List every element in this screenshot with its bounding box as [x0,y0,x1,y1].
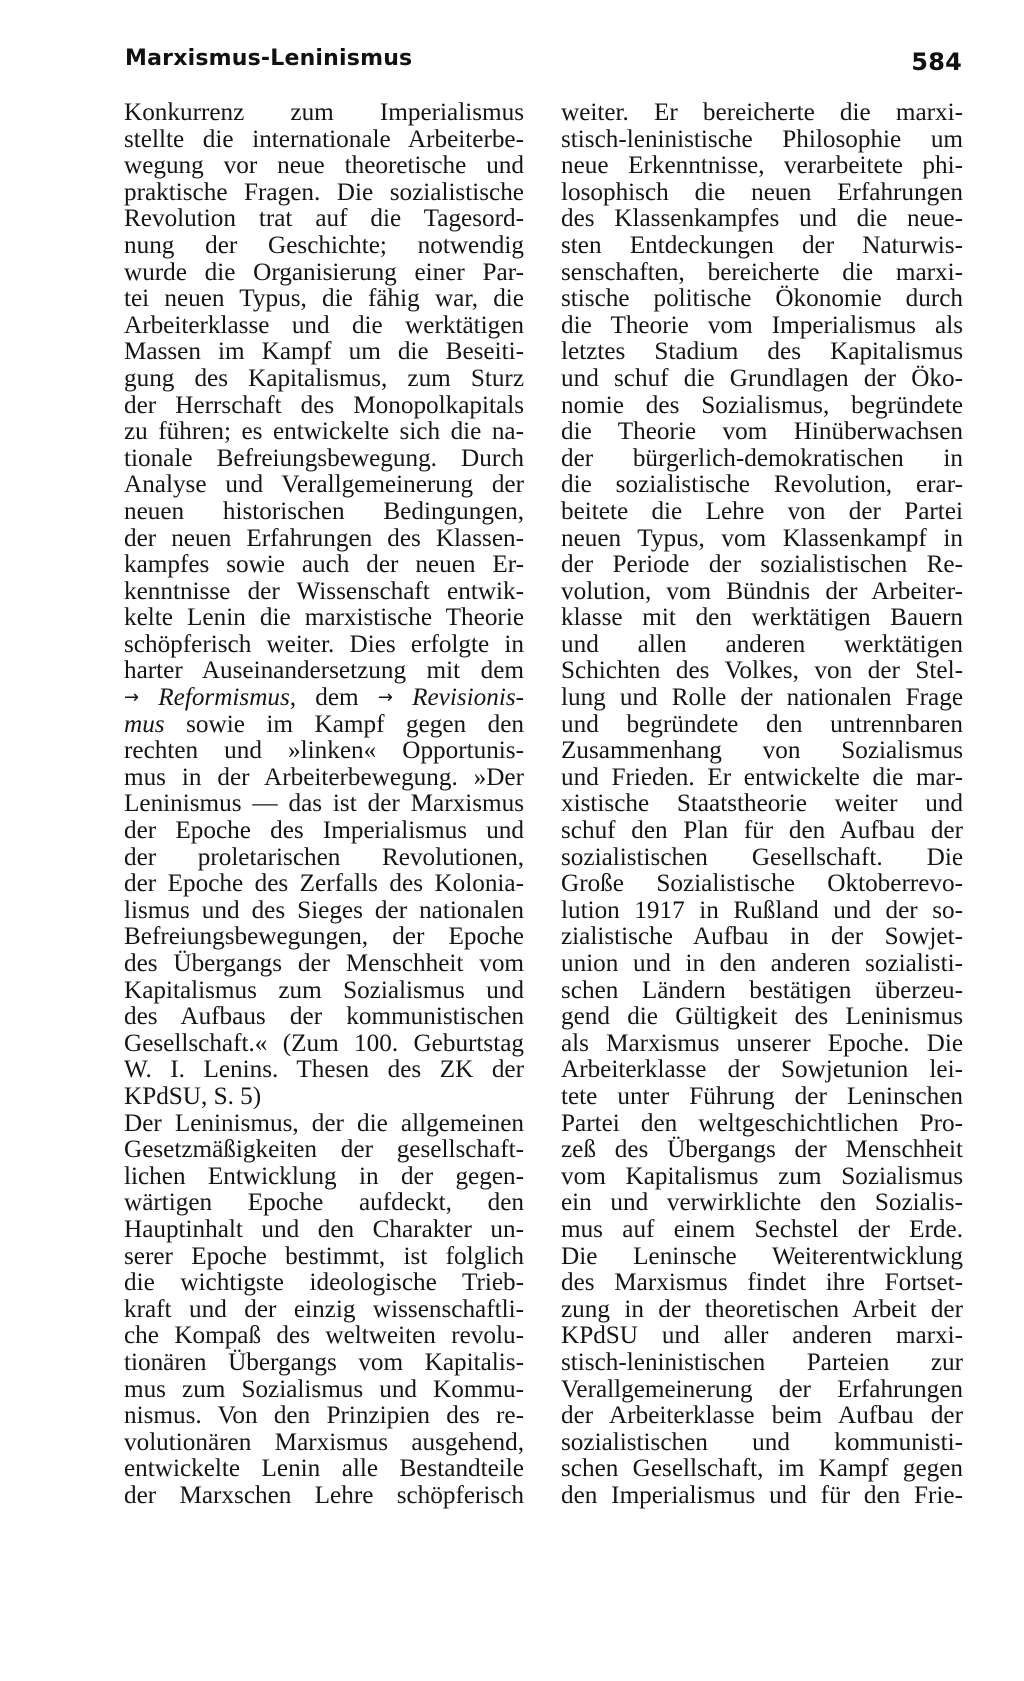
text-line: entwickelte Lenin alle Bestandteile [124,1455,524,1483]
text-line: weiter. Er bereicherte die marxi- [561,99,963,126]
text-line: losophisch die neuen Erfahrungen [561,178,963,206]
text-line: letztes Stadium des Kapitalismus [561,338,963,366]
inline-text: sowie im Kampf gegen den [186,710,525,738]
text-line: union und in den anderen sozialisti- [561,950,963,977]
text-line: KPdSU, S. 5) [124,1082,262,1110]
text-line: gend die Gültigkeit des Leninismus [561,1003,963,1031]
text-line: als Marxismus unserer Epoche. Die [561,1029,963,1057]
text-line: Analyse und Verallgemeinerung der [124,471,524,499]
text-line: tionären Übergangs vom Kapitalis- [124,1348,524,1376]
text-line: volutionären Marxismus ausgehend, [124,1428,524,1456]
text-line: sozialistischen und kommunisti- [561,1428,963,1456]
text-line: der Epoche des Zerfalls des Kolonia- [124,870,524,898]
text-line: kelte Lenin die marxistische Theorie [124,604,524,632]
cross-reference: Reformismus, [158,684,297,712]
text-line: volution, vom Bündnis der Arbeiter- [561,577,963,605]
text-line: des Übergangs der Menschheit vom [124,950,524,977]
page-number: 584 [911,48,962,76]
text-line: W. I. Lenins. Thesen des ZK der [124,1056,524,1084]
text-line: des Klassenkampfes und die neue- [561,205,963,233]
text-line: die wichtigste ideologische Trieb- [124,1269,524,1297]
text-line: nomie des Sozialismus, begründete [561,391,963,419]
text-line: wärtigen Epoche aufdeckt, den [124,1189,524,1217]
text-line: Konkurrenz zum Imperialismus [124,99,524,126]
cross-reference-arrow-icon: → [377,687,393,709]
text-line: die Theorie vom Imperialismus als [561,311,963,339]
text-line: sozialistischen Gesellschaft. Die [561,843,963,871]
text-line: senschaften, bereicherte die marxi- [561,258,963,286]
text-line: neuen Typus, vom Klassenkampf in [561,524,963,552]
text-line: Der Leninismus, der die allgemeinen [124,1109,524,1137]
text-line: neue Erkenntnisse, verarbeitete phi- [561,152,963,180]
text-line: schöpferisch weiter. Dies erfolgte in [124,630,524,658]
running-head [125,46,962,80]
text-line: Massen im Kampf um die Beseiti- [124,338,524,366]
text-line: nung der Geschichte; notwendig [124,231,524,259]
text-line: lung und Rolle der nationalen Frage [561,684,963,712]
text-line: schuf den Plan für den Aufbau der [561,817,963,845]
text-line: Arbeiterklasse und die werktätigen [124,311,524,339]
text-line: tete unter Führung der Leninschen [561,1082,963,1110]
text-line: stische politische Ökonomie durch [561,285,963,313]
text-line: stisch-leninistische Philosophie um [561,125,963,153]
text-line: lichen Entwicklung in der gegen- [124,1162,524,1190]
text-line: praktische Fragen. Die sozialistische [124,178,524,206]
text-line: und Frieden. Er entwickelte die mar- [561,763,963,791]
text-line: Partei den weltgeschichtlichen Pro- [561,1109,963,1137]
text-line: xistische Staatstheorie weiter und [561,790,963,818]
text-line: zu führen; es entwickelte sich die na- [124,418,524,446]
text-line: zialistische Aufbau in der Sowjet- [561,923,963,951]
text-line: Leninismus — das ist der Marxismus [124,790,524,818]
text-line: ein und verwirklichte den Sozialis- [561,1189,963,1217]
text-line [124,712,524,739]
text-line: Revolution trat auf die Tagesord- [124,205,524,233]
text-line: tei neuen Typus, die fähig war, die [124,285,524,313]
text-line: schen Gesellschaft, im Kampf gegen [561,1455,963,1483]
text-line: und schuf die Grundlagen der Öko- [561,364,963,392]
text-line: Schichten des Volkes, von der Stel- [561,657,963,685]
text-line: des Aufbaus der kommunistischen [124,1003,524,1031]
text-line: stellte die internationale Arbeiterbe- [124,125,524,153]
text-line: wegung vor neue theoretische und [124,152,524,180]
text-line: Hauptinhalt und den Charakter un- [124,1215,524,1243]
text-line: sten Entdeckungen der Naturwis- [561,231,963,259]
text-line: schen Ländern bestätigen überzeu- [561,976,963,1004]
text-line: stisch-leninistischen Parteien zur [561,1348,963,1376]
text-line: mus zum Sozialismus und Kommu- [124,1375,524,1403]
text-line: kampfes sowie auch der neuen Er- [124,551,524,579]
inline-text: dem [315,684,359,712]
text-line: Zusammenhang von Sozialismus [561,737,963,765]
text-line: der Marxschen Lehre schöpferisch [124,1481,524,1509]
text-line: Gesetzmäßigkeiten der gesellschaft- [124,1136,524,1164]
text-line: Gesellschaft.« (Zum 100. Geburtstag [124,1029,524,1057]
text-line: neuen historischen Bedingungen, [124,497,524,525]
text-line: Kapitalismus zum Sozialismus und [124,976,524,1004]
text-line: kraft und der einzig wissenschaftli- [124,1295,524,1323]
text-line: der Herrschaft des Monopolkapitals [124,391,524,419]
text-line: wurde die Organisierung einer Par- [124,258,524,286]
text-line: die sozialistische Revolution, erar- [561,471,963,499]
text-line: der neuen Erfahrungen des Klassen- [124,524,524,552]
cross-reference: Revisionis- [412,684,525,712]
text-line: der Periode der sozialistischen Re- [561,551,963,579]
text-line: der bürgerlich-demokratischen in [561,444,963,472]
text-line: des Marxismus findet ihre Fortset- [561,1269,963,1297]
text-line: den Imperialismus und für den Frie- [561,1481,963,1509]
text-line: che Kompaß des weltweiten revolu- [124,1322,524,1350]
text-line: die Theorie vom Hinüberwachsen [561,418,963,446]
text-line: Große Sozialistische Oktoberrevo- [561,870,963,898]
text-line: rechten und »linken« Opportunis- [124,737,524,765]
text-line: und allen anderen werktätigen [561,630,963,658]
text-line: lution 1917 in Rußland und der so- [561,896,963,924]
text-line: Arbeiterklasse der Sowjetunion lei- [561,1056,963,1084]
text-line: harter Auseinandersetzung mit dem [124,657,524,685]
text-line: mus in der Arbeiterbewegung. »Der [124,763,524,791]
text-line: zeß des Übergangs der Menschheit [561,1136,963,1164]
text-line: gung des Kapitalismus, zum Sturz [124,364,524,392]
text-line: vom Kapitalismus zum Sozialismus [561,1162,963,1190]
text-line: und begründete den untrennbaren [561,710,963,738]
text-line: lismus und des Sieges der nationalen [124,896,524,924]
text-line [124,685,524,712]
text-line: zung in der theoretischen Arbeit der [561,1295,963,1323]
text-line: beitete die Lehre von der Partei [561,497,963,525]
right-text-column [561,100,963,1509]
text-line: Verallgemeinerung der Erfahrungen [561,1375,963,1403]
running-head-title: Marxismus-Leninismus [125,46,413,71]
cross-reference: mus [124,710,165,738]
text-line: KPdSU und aller anderen marxi- [561,1322,963,1350]
left-text-column [124,100,524,1509]
text-line: der Epoche des Imperialismus und [124,817,524,845]
text-line: mus auf einem Sechstel der Erde. [561,1215,963,1243]
text-line: der Arbeiterklasse beim Aufbau der [561,1402,963,1430]
text-line: tionale Befreiungsbewegung. Durch [124,444,524,472]
text-line: serer Epoche bestimmt, ist folglich [124,1242,524,1270]
cross-reference-arrow-icon: → [124,687,140,709]
text-line: Die Leninsche Weiterentwicklung [561,1242,963,1270]
text-line: Befreiungsbewegungen, der Epoche [124,923,524,951]
text-line: nismus. Von den Prinzipien des re- [124,1402,524,1430]
text-line: kenntnisse der Wissenschaft entwik- [124,577,524,605]
text-line: der proletarischen Revolutionen, [124,843,524,871]
text-line: klasse mit den werktätigen Bauern [561,604,963,632]
